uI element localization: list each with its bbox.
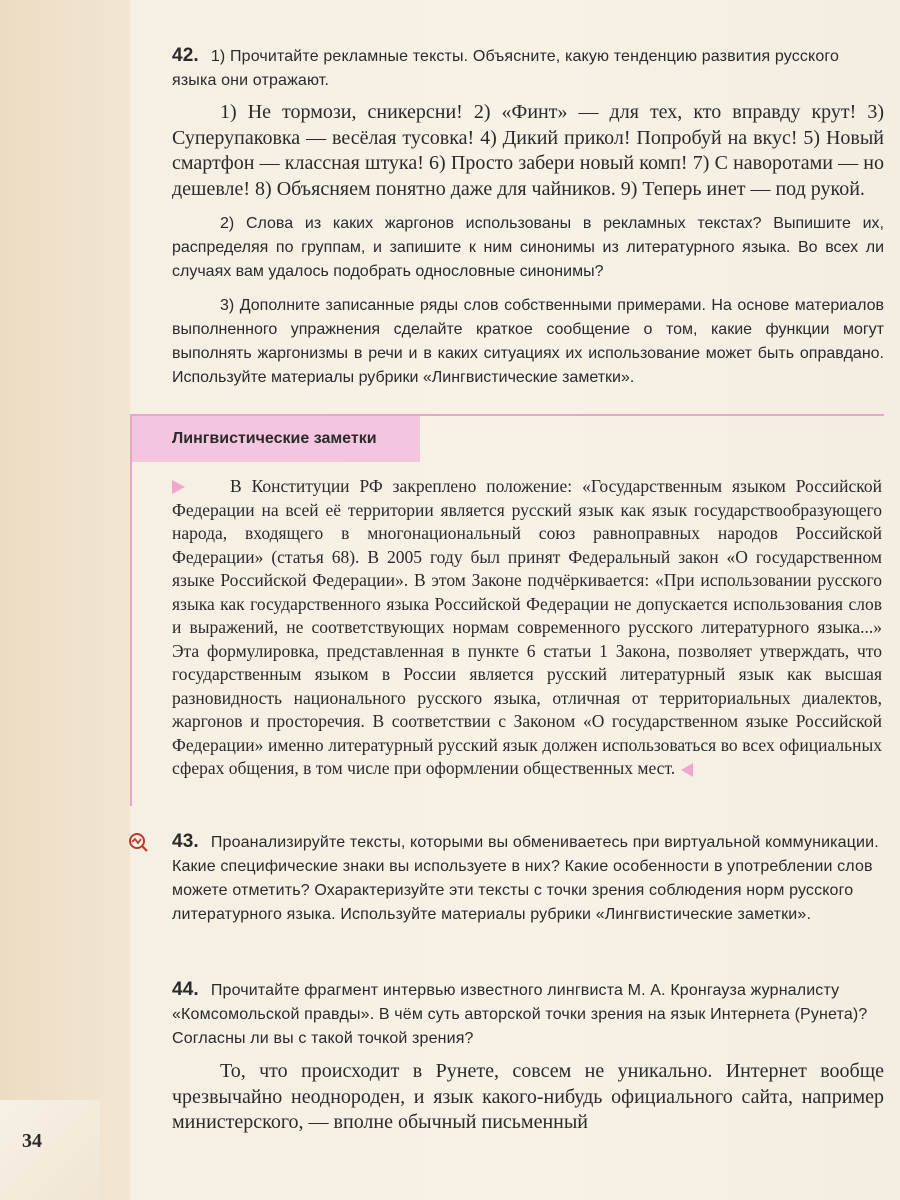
page-number: 34	[22, 1130, 42, 1152]
notes-text: В Конституции РФ закреплено положение: «Государственным языком Российской Федерации на всей её территории является русский язык как язык государствообразующего народа, входящего в многонациональный союз равноправных народов Российской Федерации» (статья 68). В 2005 году был принят Федеральный закон «О государственном языке Российской Федерации». В этом Законе подчёркивается: «При использовании русского языка как государственного языка Российской Федерации не допускается использования слов и выражений, не соответствующих нормам современного русского литературного языка...» Эта формулировка, представленная в пункте 6 статьи 1 Закона, позволяет утверждать, что государственным языком в России является русский литературный язык как высшая разновидность национального русского языка, отличная от территориальных диалектов, жаргонов и просторечия. В соответствии с Законом «О государственном языке Российской Федерации» именно литературный русский язык должен использоваться во всех официальных сферах общения, в том числе при оформлении общественных мест.	[172, 476, 882, 778]
task-text: 1) Прочитайте рекламные тексты. Объясните, какую тенденцию развития русского языка они отражают.	[172, 48, 840, 89]
exercise-number: 42.	[172, 45, 199, 66]
exercise-42-task3: 3) Дополните записанные ряды слов собственными примерами. На основе материалов выполненного упражнения сделайте краткое сообщение о том, какие функции могут выполнять жаргонизмы в речи и в каких ситуациях их использование может быть оправдано. Используйте материалы рубрики «Лингвистические заметки».	[172, 297, 884, 386]
page-number-corner	[0, 1100, 100, 1200]
net-icon	[128, 832, 148, 852]
task-text: Прочитайте фрагмент интервью известного лингвиста М. А. Кронгауза журналисту «Комсомольской правды». В чём суть авторской точки зрения на язык Интернета (Рунета)? Согласны ли вы с такой точкой зрения?	[172, 982, 868, 1047]
exercise-43	[172, 830, 884, 927]
triangle-left-icon	[681, 763, 693, 777]
notes-text-block	[172, 475, 882, 781]
exercise-44-text	[172, 978, 884, 1051]
exercise-42-task1	[172, 44, 884, 93]
interview-quote: То, что происходит в Рунете, совсем не уникально. Интернет вообще чрезвычайно неоднороден, и язык какого-нибудь официального сайта, например министерского, — вполне обычный письменный	[172, 1060, 884, 1133]
task-text: Проанализируйте тексты, которыми вы обмениваетесь при виртуальной коммуникации. Какие специфические знаки вы используете в них? Какие особенности в употреблении слов можете отметить? Охарактеризуйте эти тексты с точки зрения соблюдения норм русского литературного языка. Используйте материалы рубрики «Лингвистические заметки».	[172, 834, 879, 923]
left-margin	[0, 0, 130, 1200]
exercise-42	[172, 44, 884, 390]
ad-texts: 1) Не тормози, сникерсни! 2) «Финт» — для тех, кто вправду крут! 3) Суперупаковка — весёлая тусовка! 4) Дикий прикол! Попробуй на вкус! 5) Новый смартфон — классная штука! 6) Просто забери новый комп! 7) С наворотами — но дешевле! 8) Объясняем понятно даже для чайников. 9) Теперь инет — под рукой.	[172, 101, 884, 200]
exercise-number: 43.	[172, 831, 199, 852]
exercise-44	[172, 978, 884, 1136]
exercise-42-task2: 2) Слова из каких жаргонов использованы в рекламных текстах? Выпишите их, распределяя по группам, и запишите к ним синонимы из литературного языка. Во всех ли случаях вам удалось подобрать однословные синонимы?	[172, 215, 884, 280]
notes-title: Лингвистические заметки	[132, 416, 420, 462]
exercise-43-text	[172, 830, 884, 927]
exercise-number: 44.	[172, 979, 199, 1000]
